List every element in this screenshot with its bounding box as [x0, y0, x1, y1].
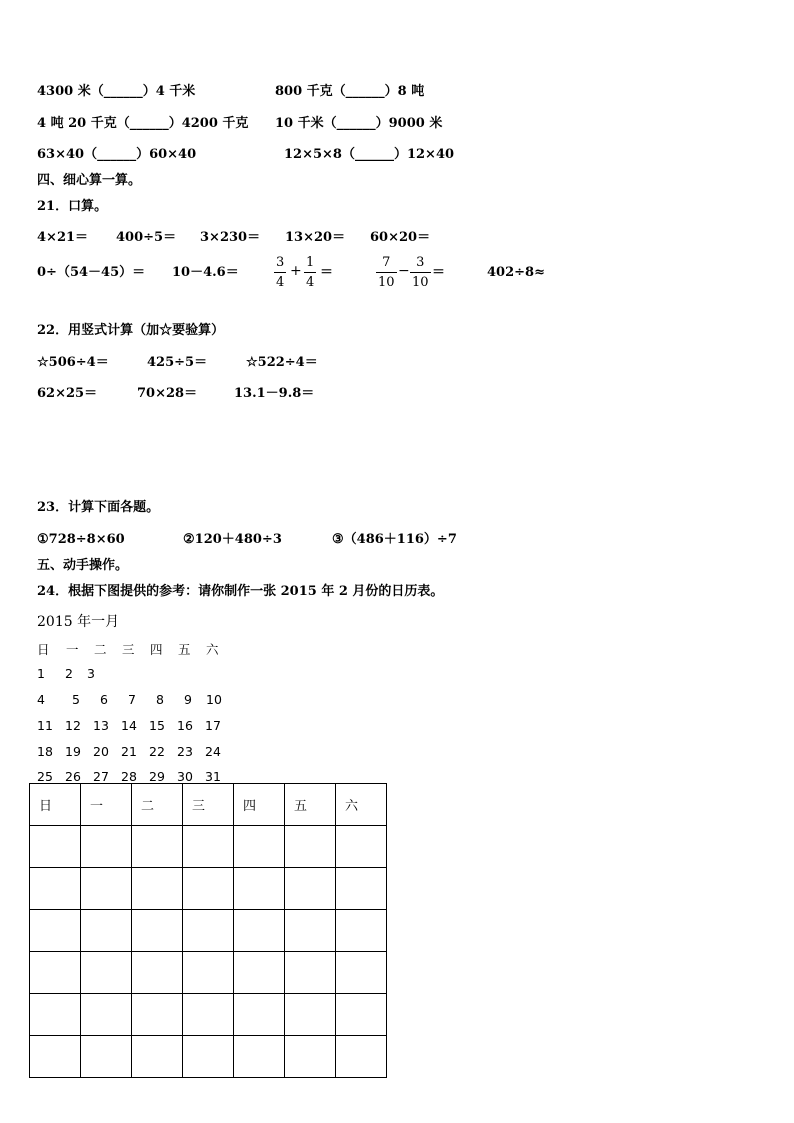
ref-day: 6	[100, 692, 108, 707]
fraction	[410, 255, 431, 290]
compare-2-right: 10 千米（______）9000 米	[275, 116, 443, 131]
q23-title: 23．计算下面各题。	[37, 500, 160, 515]
q22-item: ☆522÷4＝	[246, 355, 318, 370]
calendar-cell[interactable]	[132, 994, 183, 1036]
section-4-heading: 四、细心算一算。	[37, 173, 142, 188]
calendar-cell[interactable]	[234, 910, 285, 952]
fraction	[304, 255, 316, 290]
ref-day: 27	[93, 769, 109, 784]
compare-1-right: 800 千克（______）8 吨	[275, 84, 425, 99]
ref-day: 25	[37, 769, 53, 784]
calendar-cell[interactable]	[336, 868, 387, 910]
ref-weekday: 二	[94, 642, 107, 657]
numerator: 7	[382, 255, 391, 270]
weekday-header: 五	[285, 784, 336, 826]
minus-sign: −	[398, 263, 410, 279]
calendar-cell[interactable]	[132, 1036, 183, 1078]
denominator: 4	[306, 275, 315, 290]
ref-day: 3	[87, 666, 95, 681]
ref-day: 22	[149, 744, 165, 759]
calendar-cell[interactable]	[81, 868, 132, 910]
fraction-bar	[410, 272, 431, 273]
plus-sign: +	[290, 263, 302, 279]
ref-day: 31	[205, 769, 221, 784]
calendar-cell[interactable]	[285, 952, 336, 994]
ref-weekday: 五	[178, 642, 191, 657]
q21-title: 21．口算。	[37, 199, 108, 214]
calendar-cell[interactable]	[132, 826, 183, 868]
fraction	[274, 255, 286, 290]
calendar-cell[interactable]	[30, 826, 81, 868]
calendar-header-row	[30, 784, 387, 826]
calendar-row	[30, 910, 387, 952]
ref-day: 20	[93, 744, 109, 759]
section-5-heading: 五、动手操作。	[37, 558, 129, 573]
calendar-cell[interactable]	[81, 952, 132, 994]
ref-day: 24	[205, 744, 221, 759]
ref-day: 10	[206, 692, 222, 707]
calendar-cell[interactable]	[30, 910, 81, 952]
ref-weekday: 一	[66, 642, 79, 657]
calendar-cell[interactable]	[336, 826, 387, 868]
ref-day: 16	[177, 718, 193, 733]
weekday-header: 三	[183, 784, 234, 826]
weekday-header: 六	[336, 784, 387, 826]
q23-item: ③（486＋116）÷7	[332, 532, 457, 547]
ref-day: 9	[184, 692, 192, 707]
q21-item: 13×20＝	[285, 230, 346, 245]
ref-day: 19	[65, 744, 81, 759]
reference-calendar-title: 2015 年一月	[37, 614, 120, 630]
q22-item: ☆506÷4＝	[37, 355, 109, 370]
ref-day: 17	[205, 718, 221, 733]
q24-title: 24．根据下图提供的参考：请你制作一张 2015 年 2 月份的日历表。	[37, 584, 444, 599]
calendar-cell[interactable]	[81, 1036, 132, 1078]
numerator: 3	[416, 255, 425, 270]
fraction	[376, 255, 397, 290]
ref-weekday: 三	[122, 642, 135, 657]
calendar-cell[interactable]	[183, 910, 234, 952]
calendar-cell[interactable]	[81, 994, 132, 1036]
calendar-cell[interactable]	[183, 826, 234, 868]
fraction-bar	[376, 272, 397, 273]
equals-sign: ＝	[320, 265, 334, 280]
ref-day: 11	[37, 718, 53, 733]
calendar-cell[interactable]	[285, 868, 336, 910]
equals-sign: ＝	[432, 265, 446, 280]
calendar-cell[interactable]	[336, 910, 387, 952]
calendar-cell[interactable]	[30, 868, 81, 910]
calendar-cell[interactable]	[183, 868, 234, 910]
q21-item: 402÷8≈	[487, 265, 545, 280]
fraction-bar	[304, 272, 316, 273]
q21-item: 0÷（54－45）＝	[37, 265, 146, 280]
q22-item: 425÷5＝	[147, 355, 208, 370]
calendar-cell[interactable]	[285, 1036, 336, 1078]
weekday-header: 二	[132, 784, 183, 826]
ref-day: 18	[37, 744, 53, 759]
calendar-cell[interactable]	[81, 826, 132, 868]
ref-day: 15	[149, 718, 165, 733]
calendar-cell[interactable]	[183, 952, 234, 994]
calendar-cell[interactable]	[234, 952, 285, 994]
calendar-cell[interactable]	[132, 952, 183, 994]
calendar-cell[interactable]	[234, 868, 285, 910]
calendar-cell[interactable]	[132, 910, 183, 952]
calendar-cell[interactable]	[234, 1036, 285, 1078]
calendar-cell[interactable]	[336, 994, 387, 1036]
q21-item: 400÷5＝	[116, 230, 177, 245]
ref-day: 4	[37, 692, 45, 707]
calendar-cell[interactable]	[30, 952, 81, 994]
numerator: 3	[276, 255, 285, 270]
weekday-header: 四	[234, 784, 285, 826]
q22-item: 13.1－9.8＝	[234, 386, 315, 401]
ref-day: 7	[128, 692, 136, 707]
fraction-bar	[274, 272, 286, 273]
calendar-cell[interactable]	[285, 910, 336, 952]
q21-item: 4×21＝	[37, 230, 89, 245]
calendar-row	[30, 994, 387, 1036]
q23-item: ①728÷8×60	[37, 532, 125, 547]
calendar-row	[30, 1036, 387, 1078]
q21-item: 3×230＝	[200, 230, 261, 245]
calendar-cell[interactable]	[285, 826, 336, 868]
denominator: 10	[412, 275, 429, 290]
compare-1-left: 4300 米（______）4 千米	[37, 84, 196, 99]
ref-weekday: 六	[206, 642, 219, 657]
denominator: 10	[378, 275, 395, 290]
q23-item: ②120＋480÷3	[183, 532, 282, 547]
calendar-cell[interactable]	[234, 994, 285, 1036]
calendar-cell[interactable]	[336, 1036, 387, 1078]
q21-item: 60×20＝	[370, 230, 431, 245]
ref-day: 2	[65, 666, 73, 681]
ref-day: 21	[121, 744, 137, 759]
calendar-cell[interactable]	[30, 994, 81, 1036]
calendar-row	[30, 952, 387, 994]
calendar-cell[interactable]	[234, 826, 285, 868]
ref-day: 29	[149, 769, 165, 784]
ref-day: 5	[72, 692, 80, 707]
calendar-cell[interactable]	[30, 1036, 81, 1078]
calendar-cell[interactable]	[183, 1036, 234, 1078]
ref-day: 26	[65, 769, 81, 784]
ref-day: 14	[121, 718, 137, 733]
calendar-cell[interactable]	[132, 868, 183, 910]
calendar-row	[30, 826, 387, 868]
q21-item: 10－4.6＝	[172, 265, 239, 280]
denominator: 4	[276, 275, 285, 290]
ref-day: 1	[37, 666, 45, 681]
numerator: 1	[306, 255, 315, 270]
q22-item: 62×25＝	[37, 386, 98, 401]
q22-title: 22．用竖式计算（加☆要验算）	[37, 323, 225, 338]
weekday-header: 一	[81, 784, 132, 826]
compare-2-left: 4 吨 20 千克（______）4200 千克	[37, 116, 249, 131]
ref-day: 8	[156, 692, 164, 707]
ref-weekday: 日	[37, 642, 50, 657]
calendar-cell[interactable]	[183, 994, 234, 1036]
calendar-row	[30, 868, 387, 910]
ref-day: 12	[65, 718, 81, 733]
calendar-cell[interactable]	[336, 952, 387, 994]
blank-calendar-table	[29, 783, 387, 1078]
calendar-cell[interactable]	[81, 910, 132, 952]
weekday-header: 日	[30, 784, 81, 826]
ref-day: 28	[121, 769, 137, 784]
ref-day: 23	[177, 744, 193, 759]
q22-item: 70×28＝	[137, 386, 198, 401]
compare-3-left: 63×40（______）60×40	[37, 147, 197, 162]
calendar-cell[interactable]	[285, 994, 336, 1036]
ref-day: 13	[93, 718, 109, 733]
ref-day: 30	[177, 769, 193, 784]
compare-3-right: 12×5×8（______）12×40	[284, 147, 455, 162]
ref-weekday: 四	[150, 642, 163, 657]
